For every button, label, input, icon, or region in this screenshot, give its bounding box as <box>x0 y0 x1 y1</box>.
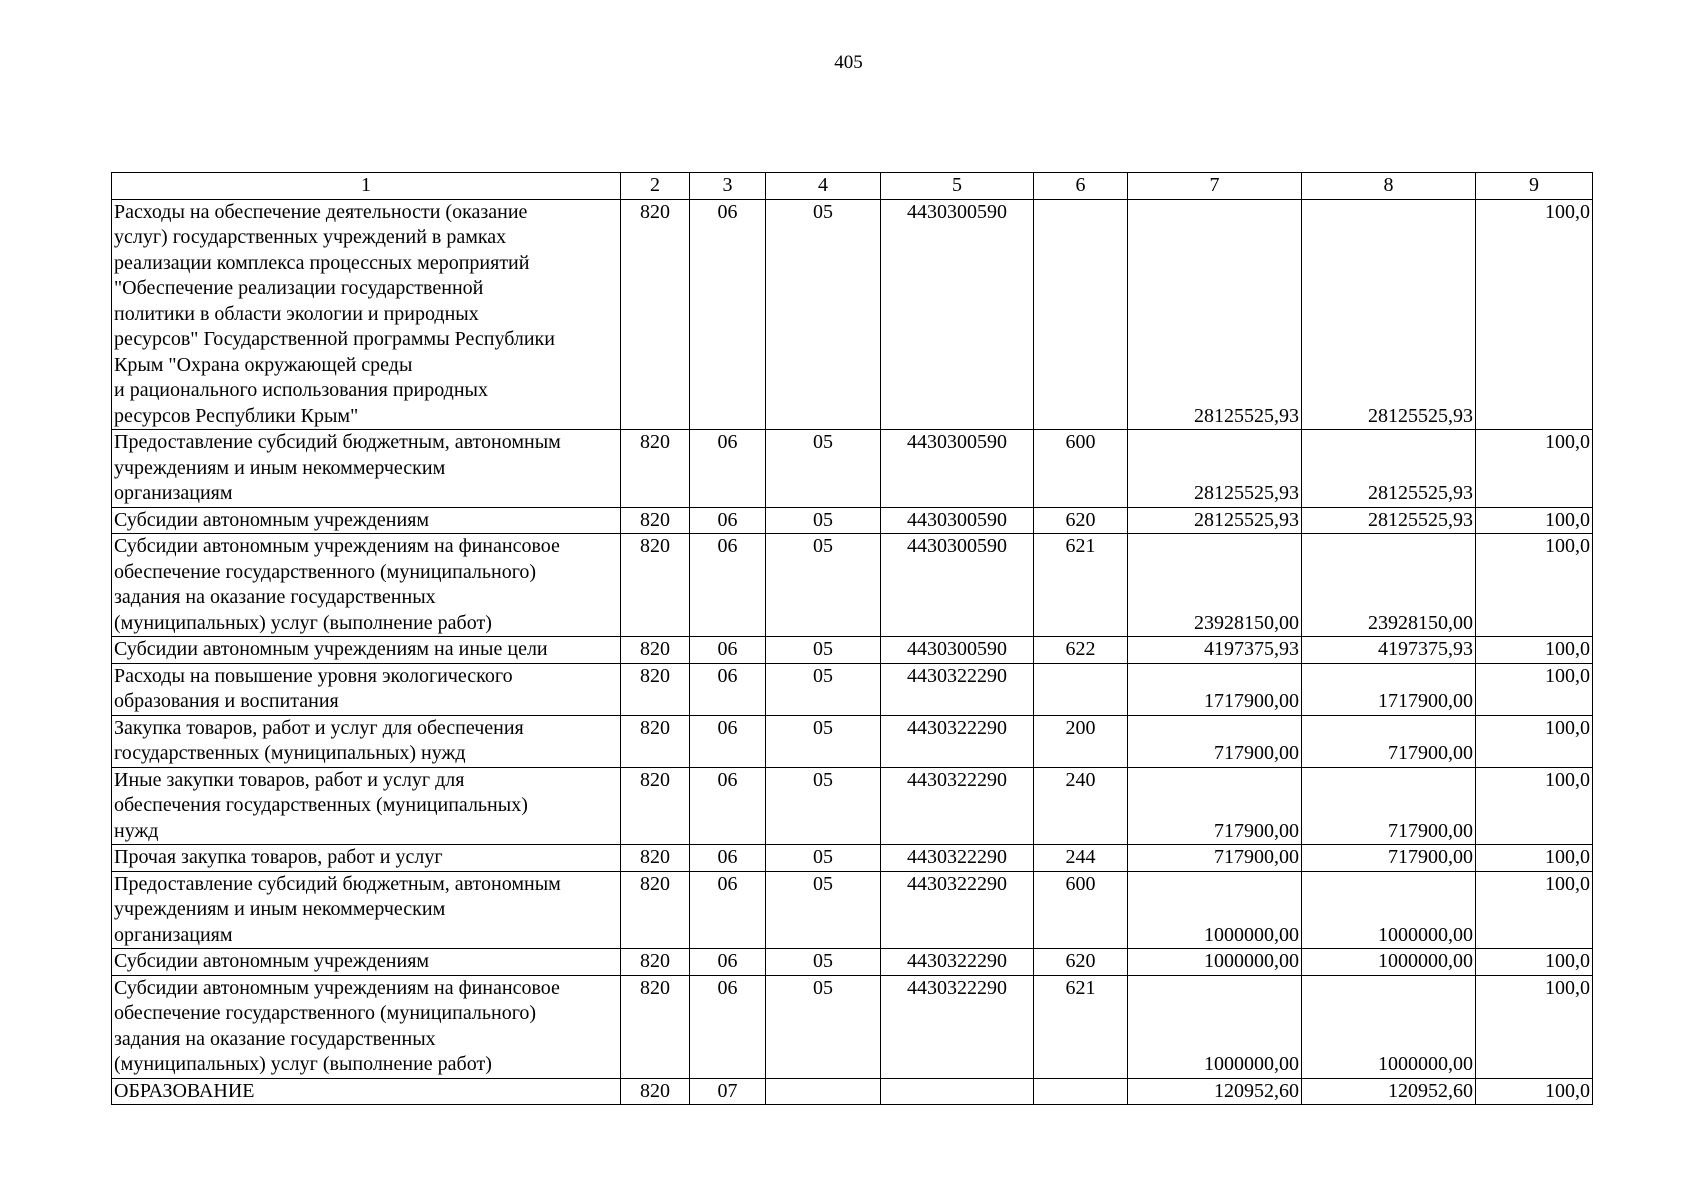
cell-subsection: 05 <box>766 637 881 664</box>
cell-amount-planned: 28125525,93 <box>1128 430 1302 508</box>
cell-subsection: 05 <box>766 199 881 430</box>
cell-target-article: 4430322290 <box>881 975 1034 1078</box>
table-row <box>112 975 1593 1078</box>
cell-target-article: 4430322290 <box>881 949 1034 976</box>
column-header-3: 3 <box>690 173 766 200</box>
cell-admin-code: 820 <box>621 715 690 767</box>
cell-amount-executed: 28125525,93 <box>1302 507 1476 534</box>
cell-subsection: 05 <box>766 975 881 1078</box>
cell-expense-type <box>1034 663 1128 715</box>
table-row <box>112 715 1593 767</box>
cell-expense-type: 622 <box>1034 637 1128 664</box>
row-description: Расходы на повышение уровня экологического образования и воспитания <box>112 663 621 715</box>
table-row <box>112 845 1593 872</box>
cell-target-article: 4430322290 <box>881 871 1034 949</box>
cell-percent: 100,0 <box>1476 637 1593 664</box>
table-row <box>112 430 1593 508</box>
cell-target-article: 4430300590 <box>881 637 1034 664</box>
cell-percent: 100,0 <box>1476 507 1593 534</box>
cell-section: 06 <box>690 430 766 508</box>
cell-target-article: 4430300590 <box>881 199 1034 430</box>
column-header-6: 6 <box>1034 173 1128 200</box>
cell-section: 07 <box>690 1078 766 1105</box>
cell-target-article: 4430300590 <box>881 507 1034 534</box>
cell-amount-executed: 1000000,00 <box>1302 949 1476 976</box>
cell-subsection: 05 <box>766 534 881 637</box>
cell-amount-planned: 28125525,93 <box>1128 507 1302 534</box>
row-description: Субсидии автономным учреждениям на финансовое обеспечение государственного (муниципального) задания на оказание государственных (муниципальных) услуг (выполнение работ) <box>112 975 621 1078</box>
cell-amount-executed: 23928150,00 <box>1302 534 1476 637</box>
cell-subsection: 05 <box>766 767 881 845</box>
cell-section: 06 <box>690 637 766 664</box>
cell-amount-executed: 1717900,00 <box>1302 663 1476 715</box>
column-header-9: 9 <box>1476 173 1593 200</box>
cell-percent: 100,0 <box>1476 871 1593 949</box>
cell-amount-planned: 1717900,00 <box>1128 663 1302 715</box>
cell-expense-type: 200 <box>1034 715 1128 767</box>
cell-amount-planned: 717900,00 <box>1128 845 1302 872</box>
cell-admin-code: 820 <box>621 507 690 534</box>
cell-amount-executed: 1000000,00 <box>1302 871 1476 949</box>
cell-expense-type: 244 <box>1034 845 1128 872</box>
cell-expense-type: 240 <box>1034 767 1128 845</box>
cell-amount-planned: 28125525,93 <box>1128 199 1302 430</box>
cell-section: 06 <box>690 767 766 845</box>
cell-amount-executed: 717900,00 <box>1302 845 1476 872</box>
cell-percent: 100,0 <box>1476 767 1593 845</box>
cell-section: 06 <box>690 507 766 534</box>
column-header-5: 5 <box>881 173 1034 200</box>
row-description: Предоставление субсидий бюджетным, автономным учреждениям и иным некоммерческим организациям <box>112 871 621 949</box>
cell-expense-type: 620 <box>1034 949 1128 976</box>
cell-target-article: 4430300590 <box>881 534 1034 637</box>
row-description: Расходы на обеспечение деятельности (оказание услуг) государственных учреждений в рамках реализации комплекса процессных мероприятий "Обеспечение реализации государственной политики в области экологии и природных ресурсов" Государственной программы Республики Крым "Охрана окружающей среды и рационального использования природных ресурсов Республики Крым" <box>112 199 621 430</box>
cell-admin-code: 820 <box>621 430 690 508</box>
cell-subsection: 05 <box>766 845 881 872</box>
table-row <box>112 949 1593 976</box>
column-header-2: 2 <box>621 173 690 200</box>
cell-admin-code: 820 <box>621 199 690 430</box>
row-description: Предоставление субсидий бюджетным, автономным учреждениям и иным некоммерческим организациям <box>112 430 621 508</box>
cell-percent: 100,0 <box>1476 663 1593 715</box>
table-row <box>112 871 1593 949</box>
row-description: ОБРАЗОВАНИЕ <box>112 1078 621 1105</box>
cell-percent: 100,0 <box>1476 715 1593 767</box>
cell-admin-code: 820 <box>621 767 690 845</box>
cell-target-article: 4430322290 <box>881 715 1034 767</box>
cell-amount-planned: 1000000,00 <box>1128 949 1302 976</box>
cell-amount-executed: 4197375,93 <box>1302 637 1476 664</box>
cell-admin-code: 820 <box>621 1078 690 1105</box>
cell-percent: 100,0 <box>1476 1078 1593 1105</box>
cell-target-article: 4430300590 <box>881 430 1034 508</box>
cell-amount-executed: 717900,00 <box>1302 767 1476 845</box>
cell-expense-type <box>1034 1078 1128 1105</box>
cell-subsection: 05 <box>766 871 881 949</box>
row-description: Прочая закупка товаров, работ и услуг <box>112 845 621 872</box>
cell-amount-planned: 120952,60 <box>1128 1078 1302 1105</box>
cell-amount-executed: 1000000,00 <box>1302 975 1476 1078</box>
cell-expense-type: 620 <box>1034 507 1128 534</box>
cell-section: 06 <box>690 663 766 715</box>
cell-subsection <box>766 1078 881 1105</box>
table-row <box>112 767 1593 845</box>
cell-amount-planned: 1000000,00 <box>1128 975 1302 1078</box>
cell-percent: 100,0 <box>1476 199 1593 430</box>
cell-section: 06 <box>690 871 766 949</box>
cell-section: 06 <box>690 534 766 637</box>
table-row <box>112 1078 1593 1105</box>
cell-percent: 100,0 <box>1476 975 1593 1078</box>
cell-percent: 100,0 <box>1476 534 1593 637</box>
table-row <box>112 663 1593 715</box>
cell-amount-executed: 120952,60 <box>1302 1078 1476 1105</box>
cell-percent: 100,0 <box>1476 845 1593 872</box>
column-header-4: 4 <box>766 173 881 200</box>
cell-admin-code: 820 <box>621 663 690 715</box>
cell-percent: 100,0 <box>1476 430 1593 508</box>
cell-expense-type: 600 <box>1034 430 1128 508</box>
row-description: Субсидии автономным учреждениям <box>112 949 621 976</box>
cell-section: 06 <box>690 975 766 1078</box>
row-description: Иные закупки товаров, работ и услуг для обеспечения государственных (муниципальных) нужд <box>112 767 621 845</box>
row-description: Субсидии автономным учреждениям на финансовое обеспечение государственного (муниципального) задания на оказание государственных (муниципальных) услуг (выполнение работ) <box>112 534 621 637</box>
cell-amount-planned: 717900,00 <box>1128 715 1302 767</box>
row-description: Субсидии автономным учреждениям <box>112 507 621 534</box>
cell-target-article: 4430322290 <box>881 663 1034 715</box>
row-description: Субсидии автономным учреждениям на иные цели <box>112 637 621 664</box>
cell-expense-type: 621 <box>1034 975 1128 1078</box>
cell-section: 06 <box>690 715 766 767</box>
table-row <box>112 534 1593 637</box>
cell-amount-executed: 28125525,93 <box>1302 430 1476 508</box>
cell-section: 06 <box>690 949 766 976</box>
cell-target-article <box>881 1078 1034 1105</box>
cell-admin-code: 820 <box>621 637 690 664</box>
table-row <box>112 199 1593 430</box>
cell-subsection: 05 <box>766 430 881 508</box>
table-row <box>112 507 1593 534</box>
cell-amount-planned: 23928150,00 <box>1128 534 1302 637</box>
header-row <box>112 173 1593 200</box>
cell-expense-type: 600 <box>1034 871 1128 949</box>
cell-subsection: 05 <box>766 949 881 976</box>
cell-admin-code: 820 <box>621 845 690 872</box>
cell-amount-executed: 717900,00 <box>1302 715 1476 767</box>
cell-amount-executed: 28125525,93 <box>1302 199 1476 430</box>
cell-amount-planned: 4197375,93 <box>1128 637 1302 664</box>
page-number: 405 <box>834 52 863 73</box>
cell-subsection: 05 <box>766 507 881 534</box>
cell-expense-type: 621 <box>1034 534 1128 637</box>
cell-amount-planned: 1000000,00 <box>1128 871 1302 949</box>
cell-target-article: 4430322290 <box>881 767 1034 845</box>
cell-admin-code: 820 <box>621 975 690 1078</box>
budget-table <box>111 172 1593 1105</box>
column-header-1: 1 <box>112 173 621 200</box>
cell-target-article: 4430322290 <box>881 845 1034 872</box>
cell-section: 06 <box>690 845 766 872</box>
cell-section: 06 <box>690 199 766 430</box>
cell-admin-code: 820 <box>621 949 690 976</box>
cell-expense-type <box>1034 199 1128 430</box>
column-header-7: 7 <box>1128 173 1302 200</box>
cell-amount-planned: 717900,00 <box>1128 767 1302 845</box>
row-description: Закупка товаров, работ и услуг для обеспечения государственных (муниципальных) нужд <box>112 715 621 767</box>
cell-subsection: 05 <box>766 663 881 715</box>
table-row <box>112 637 1593 664</box>
column-header-8: 8 <box>1302 173 1476 200</box>
cell-subsection: 05 <box>766 715 881 767</box>
cell-admin-code: 820 <box>621 534 690 637</box>
cell-admin-code: 820 <box>621 871 690 949</box>
cell-percent: 100,0 <box>1476 949 1593 976</box>
